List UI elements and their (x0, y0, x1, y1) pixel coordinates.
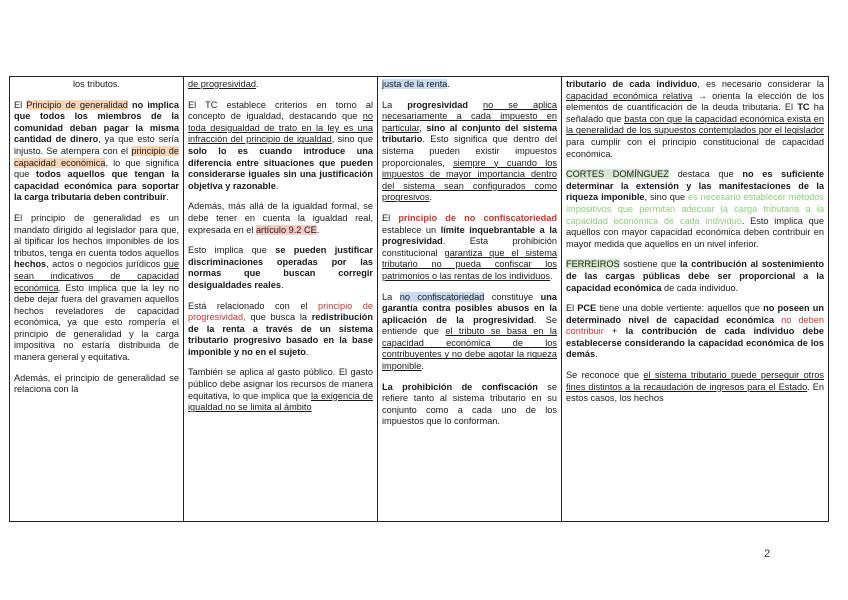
text: . (447, 79, 450, 89)
text: . (595, 349, 598, 360)
column-3 (377, 77, 562, 521)
text: La (382, 291, 400, 302)
bold-text: no poseen un determinado nivel de capacidad económica (566, 303, 824, 325)
column-4 (562, 77, 829, 521)
text: , (419, 122, 427, 133)
bold-text: límite inquebrantable a la progresividad (382, 224, 558, 247)
bold-text: la contribución de cada individuo debe establecerse considerando la capacidad económica de los demás (566, 326, 824, 360)
text: . Se entiende que (382, 314, 557, 337)
text: . (305, 346, 309, 357)
bold-text: solo lo es cuando introduce una diferencia entre situaciones que pueden considerarse iguales sin una justificación objetiva y razonable (188, 145, 373, 191)
column-1 (9, 77, 183, 521)
paragraph (566, 303, 824, 361)
underlined-text: basta con que la capacidad económica exista en la generalidad de los supuestos contemplados por el legislador (566, 113, 824, 136)
text: → orienta la elección de los elementos de cuantificación de la deuda tributaria. El (566, 90, 824, 113)
highlight: Principio de generalidad (26, 99, 128, 110)
text: . Esto implica que la ley no debe dejar fuera del gravamen aquellos hechos reveladores de capacidad económica, ya que esto rompería el principio de generalidad y la carga impositiva no estaría distribuida de manera general y equitativa. (14, 282, 179, 363)
red-bold-text: principio de no confiscatoriedad (398, 212, 557, 223)
paragraph (188, 201, 373, 236)
text: destaca que (668, 169, 743, 180)
text: . (429, 192, 433, 203)
bold-text: sino al conjunto del sistema tributario (382, 122, 557, 145)
paragraph (566, 259, 824, 294)
bold-text: PCE (577, 303, 597, 314)
underlined-text: no toda desigualdad de trato en la ley es una infracción del principio de igualdad (188, 111, 373, 145)
underlined-text: no se aplica necesariamente a cada impuesto en particular (382, 99, 557, 133)
text: El (382, 212, 399, 223)
bold-text: todos aquellos que tengan la capacidad económica para soportar la carga tributaria deben contribuir (14, 169, 179, 203)
bold-text: La prohibición de confiscación (382, 381, 538, 392)
bold-text: no es suficiente determinar la extensión y las manifestaciones de la riqueza imponible (566, 169, 824, 203)
notes-table (9, 76, 829, 522)
text: se refiere tanto al sistema tributario en su conjunto como a cada uno de los impuestos que lo conforman. (382, 381, 557, 427)
paragraph (188, 245, 373, 291)
underlined-text: que sean indicativos de capacidad económica (14, 259, 179, 293)
text: El TC establece criterios en torno al concepto de igualdad, destacando que (188, 99, 373, 122)
bold-text: se pueden justificar discriminaciones operadas por las normas que buscan corregir desigualdades reales (188, 245, 373, 290)
text: . Esto implica que aquellos con mayor capacidad económica deben contribuir en mayor medida que aquellos en un nivel inferior. (566, 215, 825, 249)
green-text: es necesario establecer métodos impositivos que permitan adecuar la carga tributaria a la capacidad económica de cada individuo (566, 192, 824, 226)
text: de cada individuo. (661, 282, 739, 293)
bold-text: hechos (14, 259, 47, 270)
text: . (166, 192, 169, 203)
column-2 (183, 77, 377, 521)
paragraph (566, 79, 824, 160)
paragraph (14, 373, 179, 396)
paragraph (188, 79, 373, 91)
paragraph (382, 292, 557, 373)
text: , es necesario considerar la (697, 79, 824, 89)
bold-text: la contribución al sostenimiento de las cargas públicas debe ser proporcional a la capacidad económica (566, 259, 824, 293)
underlined-text: capacidad económica relativa (566, 90, 693, 101)
highlight: principio de capacidad económica (14, 145, 180, 168)
bold-text: no implica que todos los miembros de la comunidad deban pagar la misma cantidad de dinero (14, 99, 179, 145)
paragraph (188, 301, 373, 359)
text: tiene una doble vertiente: aquellos que (596, 303, 764, 314)
underlined-text: siempre y cuando los impuestos de mayor importancia dentro del sistema sean configurados como progresivos (382, 157, 557, 203)
paragraph (14, 79, 179, 91)
underlined-text: el tributo se basa en la capacidad económica de los contribuyentes y no debe agotar la riqueza imponible (382, 326, 558, 372)
text: para cumplir con el principio constitucional de capacidad económica. (566, 136, 824, 159)
text: . (421, 361, 424, 372)
paragraph (382, 79, 557, 91)
highlight: justa de la renta (382, 79, 448, 89)
text: , lo que significa que (14, 157, 179, 180)
paragraph (188, 100, 373, 193)
paragraph (188, 367, 373, 413)
bold-text: TC (797, 102, 810, 113)
text: , sino que (331, 134, 374, 145)
text: + (603, 326, 626, 337)
underlined-text: el sistema tributario puede perseguir otros fines distintos a la recaudación de ingresos para el Estado (566, 370, 824, 392)
text (468, 100, 483, 110)
underlined-text: de progresividad (188, 79, 256, 89)
paragraph (14, 213, 179, 364)
underlined-text: garantiza que el sistema tributario no pueda confiscar los patrimonios o las rentas de los individuos (382, 247, 557, 281)
text: Además, el principio de generalidad se relaciona con la (14, 372, 179, 395)
text: La (382, 99, 408, 110)
text: El (566, 303, 578, 314)
text: los tributos. (73, 79, 120, 89)
underlined-text: la exigencia de igualdad no se limita al ámbito (188, 390, 374, 413)
text: Esto implica que (188, 245, 276, 256)
red-text: no deben contribuir (566, 314, 824, 337)
red-text: principio de progresividad, (188, 300, 373, 323)
paragraph (14, 100, 179, 204)
text: . (280, 279, 284, 290)
bold-text: redistribución de la renta a través de un sistema tributario progresivo basado en la base imponible y no en el sujeto (188, 312, 373, 357)
bold-text: una garantía contra posibles abusos en la aplicación de la progresividad (382, 291, 557, 325)
paragraph (382, 100, 557, 204)
text: , actos o negocios jurídicos (46, 259, 164, 270)
text: . (316, 224, 320, 235)
text: que busca la (245, 312, 312, 323)
paragraph (566, 169, 824, 250)
bold-text: tributario de cada individuo (566, 79, 698, 89)
text: . En estos casos, los hechos (566, 381, 824, 404)
text: Está relacionado con el (188, 300, 319, 311)
highlight: no confiscatoriedad (399, 291, 485, 302)
text: El (14, 99, 27, 110)
text: . (550, 270, 553, 281)
bold-text: progresividad (407, 99, 468, 110)
highlight: FERREIROS (566, 259, 620, 270)
text: , sino que (644, 192, 689, 203)
paragraph (382, 382, 557, 428)
text: . (255, 79, 259, 89)
text: establece un (382, 224, 441, 235)
highlight: CORTES DOMÍNGUEZ (566, 169, 669, 180)
text: Además, más allá de la igualdad formal, se debe tener en cuenta la igualdad real, expresada en el (188, 201, 373, 235)
text: , ya que esto sería injusto. Se atempera con el (14, 134, 179, 156)
text: . (275, 180, 279, 191)
text: sostiene que (619, 259, 680, 270)
paragraph (566, 370, 824, 405)
text: ha señalado que (566, 102, 824, 124)
text: constituye (484, 291, 541, 302)
text: También se aplica al gasto público. El gasto público debe asignar los recursos de manera equitativa, lo que implica que (188, 367, 373, 401)
page-number: 2 (764, 548, 771, 560)
text: . Esta prohibición constitucional (382, 236, 557, 258)
highlight: artículo 9.2 CE (255, 224, 317, 235)
paragraph (382, 213, 557, 283)
text: El principio de generalidad es un mandato dirigido al legislador para que, al tipificar los hechos imponibles de los tributos, tenga en cuenta todos aquellos (14, 212, 179, 258)
text: Se reconoce que (566, 370, 644, 381)
text: . Esto significa que dentro del sistema pueden existir impuestos proporcionales, (382, 134, 557, 168)
